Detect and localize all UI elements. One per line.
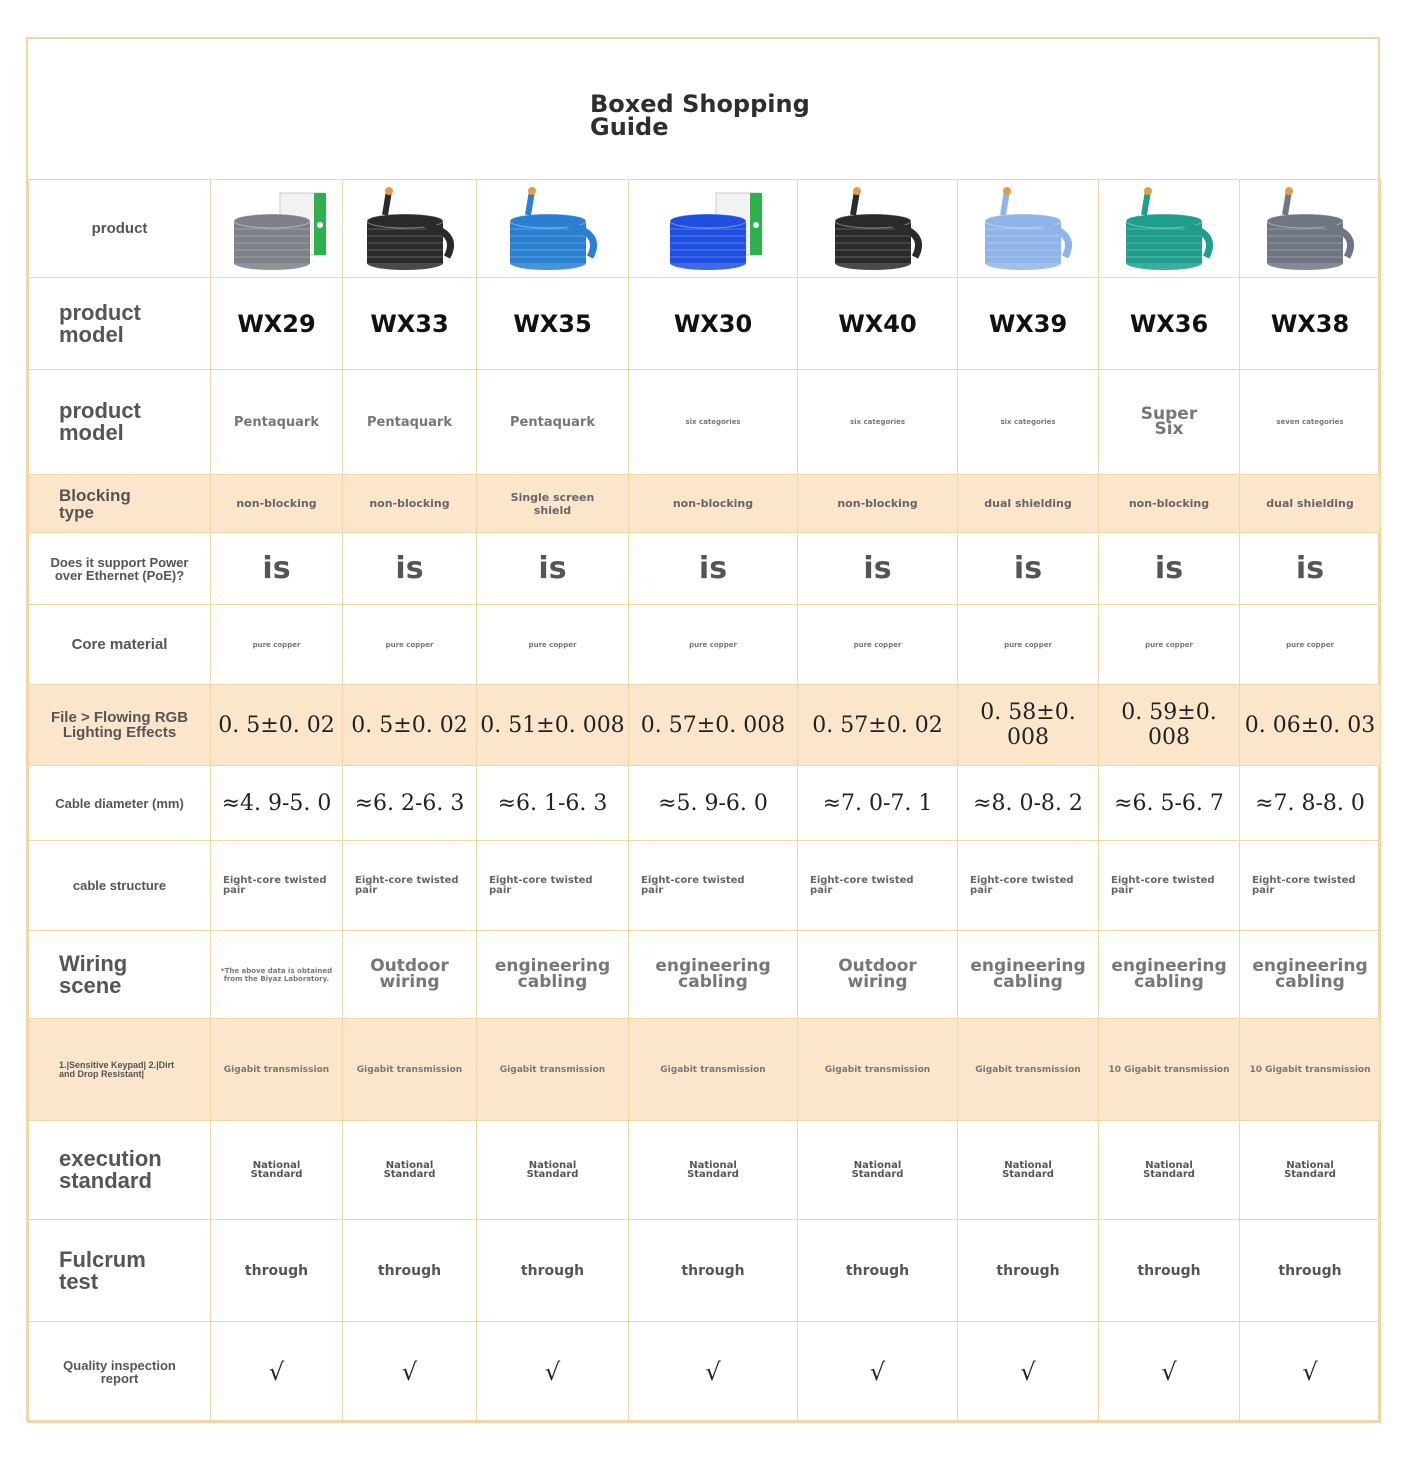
row-quality <box>29 1322 1381 1423</box>
core-cell: pure copper <box>629 605 798 685</box>
blocking-cell: non-blocking <box>798 475 958 533</box>
title-block <box>28 39 1378 179</box>
tolerance-cell: 0. 5±0. 02 <box>343 685 477 766</box>
diameter-cell: ≈8. 0-8. 2 <box>958 766 1099 841</box>
fulcrum-cell: through <box>1240 1220 1381 1322</box>
row-category <box>29 370 1381 475</box>
category-cell: Pentaquark <box>211 370 343 475</box>
core-cell: pure copper <box>1099 605 1240 685</box>
tolerance-cell: 0. 5±0. 02 <box>211 685 343 766</box>
model-cell: WX40 <box>798 278 958 370</box>
fulcrum-cell: through <box>629 1220 798 1322</box>
model-cell: WX33 <box>343 278 477 370</box>
category-cell: Super Six <box>1099 370 1240 475</box>
transmission-cell: 10 Gigabit transmission <box>1240 1019 1381 1121</box>
diameter-cell: ≈6. 5-6. 7 <box>1099 766 1240 841</box>
fulcrum-cell: through <box>477 1220 629 1322</box>
row-label-model: product model <box>29 278 211 370</box>
blocking-cell: dual shielding <box>958 475 1099 533</box>
poe-cell: is <box>477 533 629 605</box>
img-cell <box>343 180 477 278</box>
blocking-cell: non-blocking <box>629 475 798 533</box>
row-label-blocking: Blocking type <box>29 475 211 533</box>
tolerance-cell: 0. 06±0. 03 <box>1240 685 1381 766</box>
img-cell <box>798 180 958 278</box>
wiring-cell: engineering cabling <box>1240 931 1381 1019</box>
row-label-quality: Quality inspection report <box>29 1322 211 1423</box>
model-cell: WX39 <box>958 278 1099 370</box>
structure-cell: Eight-core twisted pair <box>629 841 798 931</box>
row-label-img: product <box>29 180 211 278</box>
poe-cell: is <box>343 533 477 605</box>
structure-cell: Eight-core twisted pair <box>477 841 629 931</box>
transmission-cell: Gigabit transmission <box>798 1019 958 1121</box>
tolerance-cell: 0. 57±0. 008 <box>629 685 798 766</box>
row-wiring <box>29 931 1381 1019</box>
structure-cell: Eight-core twisted pair <box>1240 841 1381 931</box>
wiring-cell: Outdoor wiring <box>343 931 477 1019</box>
transmission-cell: 10 Gigabit transmission <box>1099 1019 1240 1121</box>
img-cell <box>629 180 798 278</box>
structure-cell: Eight-core twisted pair <box>211 841 343 931</box>
standard-cell: National Standard <box>1240 1121 1381 1220</box>
diameter-cell: ≈7. 0-7. 1 <box>798 766 958 841</box>
core-cell: pure copper <box>798 605 958 685</box>
model-cell: WX35 <box>477 278 629 370</box>
core-cell: pure copper <box>477 605 629 685</box>
poe-cell: is <box>1240 533 1381 605</box>
standard-cell: National Standard <box>211 1121 343 1220</box>
fulcrum-cell: through <box>798 1220 958 1322</box>
row-poe <box>29 533 1381 605</box>
fulcrum-cell: through <box>343 1220 477 1322</box>
row-label-core: Core material <box>29 605 211 685</box>
core-cell: pure copper <box>1240 605 1381 685</box>
quality-cell: √ <box>1099 1322 1240 1423</box>
quality-cell: √ <box>343 1322 477 1423</box>
row-label-wiring: Wiring scene <box>29 931 211 1019</box>
standard-cell: National Standard <box>343 1121 477 1220</box>
blocking-cell: dual shielding <box>1240 475 1381 533</box>
category-cell: Pentaquark <box>343 370 477 475</box>
standard-cell: National Standard <box>629 1121 798 1220</box>
cable-spool-image <box>355 185 465 273</box>
poe-cell: is <box>211 533 343 605</box>
tolerance-cell: 0. 59±0. 008 <box>1099 685 1240 766</box>
row-structure <box>29 841 1381 931</box>
img-cell <box>1240 180 1381 278</box>
tolerance-cell: 0. 58±0. 008 <box>958 685 1099 766</box>
row-img <box>29 180 1381 278</box>
category-cell: six categories <box>798 370 958 475</box>
tolerance-cell: 0. 51±0. 008 <box>477 685 629 766</box>
fulcrum-cell: through <box>958 1220 1099 1322</box>
row-tolerance <box>29 685 1381 766</box>
cable-spool-image <box>1114 185 1224 273</box>
row-label-fulcrum: Fulcrum test <box>29 1220 211 1322</box>
row-label-poe: Does it support Power over Ethernet (PoE)? <box>29 533 211 605</box>
structure-cell: Eight-core twisted pair <box>1099 841 1240 931</box>
diameter-cell: ≈7. 8-8. 0 <box>1240 766 1381 841</box>
diameter-cell: ≈5. 9-6. 0 <box>629 766 798 841</box>
cable-spool-image <box>973 185 1083 273</box>
wiring-cell: engineering cabling <box>1099 931 1240 1019</box>
row-transmission <box>29 1019 1381 1121</box>
wiring-cell: Outdoor wiring <box>798 931 958 1019</box>
blocking-cell: non-blocking <box>211 475 343 533</box>
cable-spool-image <box>658 185 768 273</box>
cable-spool-image <box>823 185 933 273</box>
row-core <box>29 605 1381 685</box>
diameter-cell: ≈6. 2-6. 3 <box>343 766 477 841</box>
poe-cell: is <box>958 533 1099 605</box>
model-cell: WX30 <box>629 278 798 370</box>
standard-cell: National Standard <box>477 1121 629 1220</box>
poe-cell: is <box>798 533 958 605</box>
transmission-cell: Gigabit transmission <box>211 1019 343 1121</box>
category-cell: six categories <box>629 370 798 475</box>
poe-cell: is <box>629 533 798 605</box>
row-diameter <box>29 766 1381 841</box>
transmission-cell: Gigabit transmission <box>343 1019 477 1121</box>
row-label-tolerance: File > Flowing RGB Lighting Effects <box>29 685 211 766</box>
wiring-cell: engineering cabling <box>477 931 629 1019</box>
model-cell: WX36 <box>1099 278 1240 370</box>
comparison-table <box>28 179 1381 1423</box>
core-cell: pure copper <box>343 605 477 685</box>
quality-cell: √ <box>629 1322 798 1423</box>
quality-cell: √ <box>958 1322 1099 1423</box>
model-cell: WX29 <box>211 278 343 370</box>
page-title: Boxed Shopping Guide <box>590 90 810 141</box>
quality-cell: √ <box>211 1322 343 1423</box>
img-cell <box>958 180 1099 278</box>
blocking-cell: non-blocking <box>1099 475 1240 533</box>
standard-cell: National Standard <box>1099 1121 1240 1220</box>
row-fulcrum <box>29 1220 1381 1322</box>
wiring-cell: engineering cabling <box>958 931 1099 1019</box>
row-label-transmission: 1.|Sensitive Keypad| 2.|Dirt and Drop Resistant| <box>29 1019 211 1121</box>
row-standard <box>29 1121 1381 1220</box>
row-label-structure: cable structure <box>29 841 211 931</box>
core-cell: pure copper <box>211 605 343 685</box>
category-cell: six categories <box>958 370 1099 475</box>
guide-frame <box>26 37 1380 1422</box>
wiring-cell: *The above data is obtained from the Biyaz Laboratory. <box>211 931 343 1019</box>
standard-cell: National Standard <box>958 1121 1099 1220</box>
transmission-cell: Gigabit transmission <box>958 1019 1099 1121</box>
img-cell <box>211 180 343 278</box>
category-cell: Pentaquark <box>477 370 629 475</box>
diameter-cell: ≈4. 9-5. 0 <box>211 766 343 841</box>
fulcrum-cell: through <box>1099 1220 1240 1322</box>
fulcrum-cell: through <box>211 1220 343 1322</box>
structure-cell: Eight-core twisted pair <box>798 841 958 931</box>
transmission-cell: Gigabit transmission <box>477 1019 629 1121</box>
row-label-standard: execution standard <box>29 1121 211 1220</box>
tolerance-cell: 0. 57±0. 02 <box>798 685 958 766</box>
quality-cell: √ <box>1240 1322 1381 1423</box>
transmission-cell: Gigabit transmission <box>629 1019 798 1121</box>
standard-cell: National Standard <box>798 1121 958 1220</box>
quality-cell: √ <box>477 1322 629 1423</box>
core-cell: pure copper <box>958 605 1099 685</box>
model-cell: WX38 <box>1240 278 1381 370</box>
cable-spool-image <box>498 185 608 273</box>
structure-cell: Eight-core twisted pair <box>343 841 477 931</box>
diameter-cell: ≈6. 1-6. 3 <box>477 766 629 841</box>
img-cell <box>1099 180 1240 278</box>
cable-spool-image <box>222 185 332 273</box>
blocking-cell: non-blocking <box>343 475 477 533</box>
blocking-cell: Single screen shield <box>477 475 629 533</box>
quality-cell: √ <box>798 1322 958 1423</box>
wiring-cell: engineering cabling <box>629 931 798 1019</box>
category-cell: seven categories <box>1240 370 1381 475</box>
cable-spool-image <box>1255 185 1365 273</box>
row-label-diameter: Cable diameter (mm) <box>29 766 211 841</box>
poe-cell: is <box>1099 533 1240 605</box>
img-cell <box>477 180 629 278</box>
structure-cell: Eight-core twisted pair <box>958 841 1099 931</box>
row-label-category: product model <box>29 370 211 475</box>
row-model <box>29 278 1381 370</box>
row-blocking <box>29 475 1381 533</box>
